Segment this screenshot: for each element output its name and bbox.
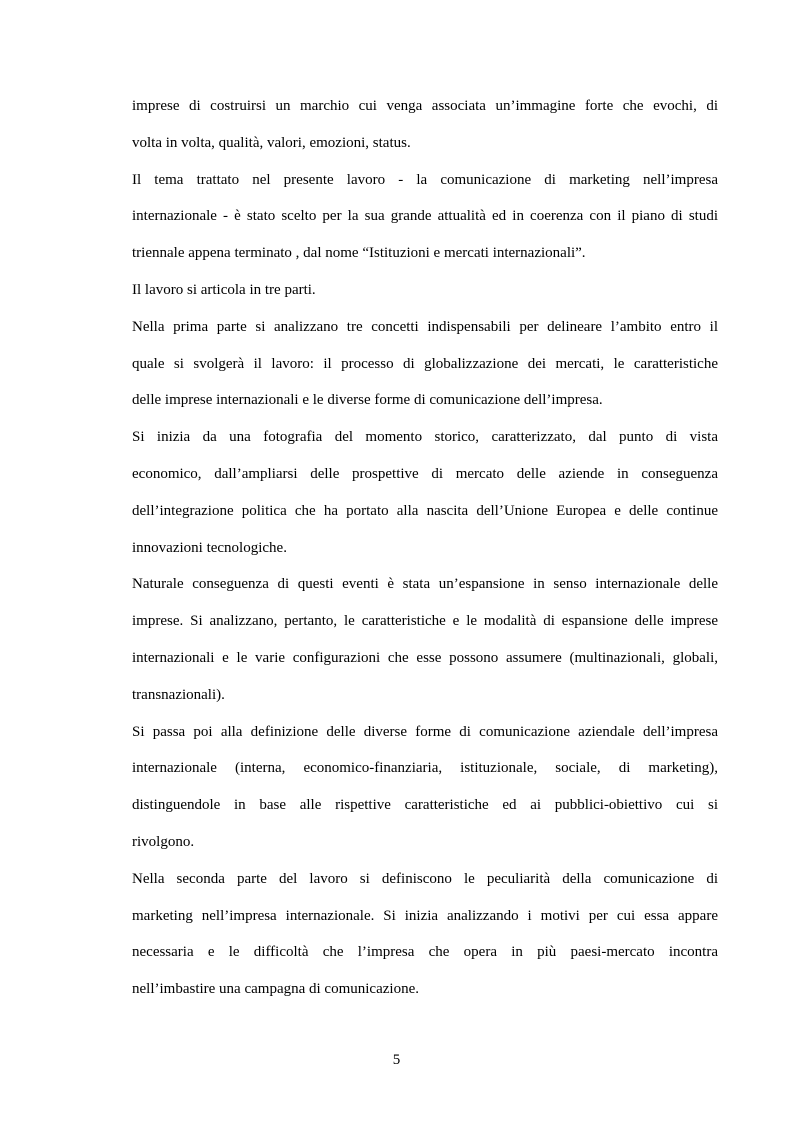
text-line: imprese di costruirsi un marchio cui venga associata un’immagine forte che evochi, di [132,98,718,114]
page-body [132,88,718,1008]
text-line: rivolgono. [132,833,195,850]
text-line: distinguendole in base alle rispettive caratteristiche ed ai pubblici-obiettivo cui si [132,797,718,814]
text-line: nell’imbastire una campagna di comunicazione. [132,981,419,998]
text-line: necessaria e le difficoltà che l’impresa che opera in più paesi-mercato incontra [132,944,718,961]
text-line: dell’integrazione politica che ha portato alla nascita dell’Unione Europea e delle continue [132,502,718,519]
text-line: Si inizia da una fotografia del momento storico, caratterizzato, dal punto di vista [132,429,718,446]
text-line: Nella prima parte si analizzano tre concetti indispensabili per delineare l’ambito entro il [132,318,718,335]
text-line: volta in volta, qualità, valori, emozioni, status. [132,134,411,151]
text-line: triennale appena terminato , dal nome “Istituzioni e mercati internazionali”. [132,245,586,262]
text-line: economico, dall’ampliarsi delle prospettive di mercato delle aziende in conseguenza [132,465,718,482]
text-line: imprese. Si analizzano, pertanto, le caratteristiche e le modalità di espansione delle imprese [132,613,718,630]
text-line: Naturale conseguenza di questi eventi è stata un’espansione in senso internazionale delle [132,576,718,593]
text-line: marketing nell’impresa internazionale. Si inizia analizzando i motivi per cui essa appare [132,907,718,924]
text-line: Il lavoro si articola in tre parti. [132,281,316,298]
text-line: internazionale - è stato scelto per la sua grande attualità ed in coerenza con il piano di studi [132,208,718,225]
page-number: 5 [392,1052,401,1068]
text-line: quale si svolgerà il lavoro: il processo di globalizzazione dei mercati, le caratteristiche [132,355,718,372]
text-line: internazionale (interna, economico-finanziaria, istituzionale, sociale, di marketing), [132,760,718,777]
text-line: Nella seconda parte del lavoro si definiscono le peculiarità della comunicazione di [132,870,718,887]
text-line: delle imprese internazionali e le diverse forme di comunicazione dell’impresa. [132,392,603,409]
text-line: transnazionali). [132,686,225,703]
text-line: internazionali e le varie configurazioni che esse possono assumere (multinazionali, globali, [132,649,718,666]
text-line: innovazioni tecnologiche. [132,539,287,556]
text-line: Si passa poi alla definizione delle diverse forme di comunicazione aziendale dell’impresa [132,723,718,740]
text-line: Il tema trattato nel presente lavoro - la comunicazione di marketing nell’impresa [132,171,718,188]
